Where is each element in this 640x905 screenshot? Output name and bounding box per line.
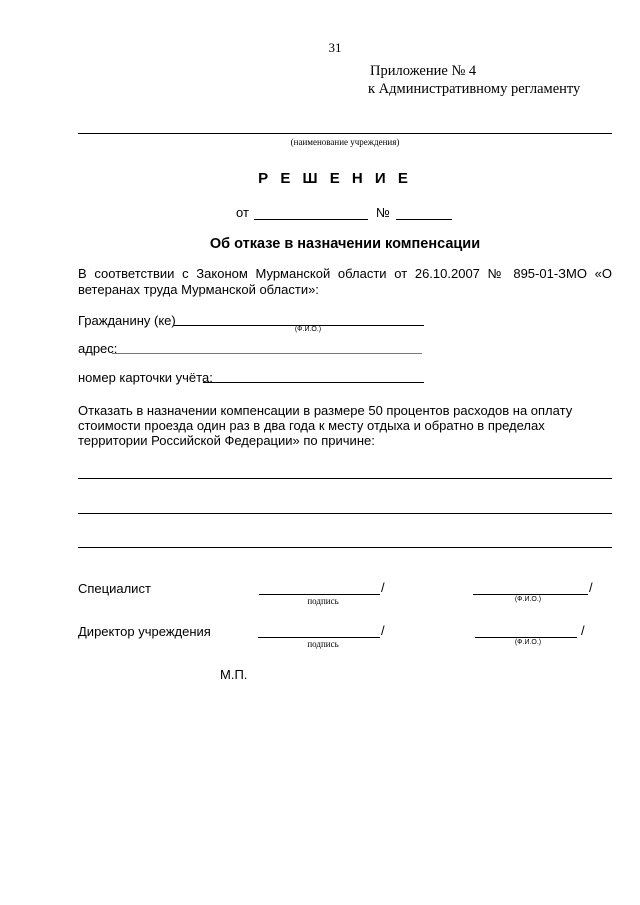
director-signature-line: [258, 637, 380, 638]
specialist-signature-slash: /: [381, 580, 385, 595]
document-title: Р Е Ш Е Н И Е: [258, 170, 412, 187]
number-label: №: [376, 205, 390, 220]
director-label: Директор учреждения: [78, 624, 211, 639]
address-field: [78, 341, 438, 361]
specialist-fio-slash: /: [589, 580, 593, 595]
card-number-field: [78, 370, 438, 390]
card-number-label: номер карточки учёта:: [78, 370, 213, 385]
intro-paragraph: В соответствии с Законом Мурманской области от 26.10.2007 № 895-01-ЗМО «О ветеранах труда Мурманской области»:: [78, 266, 612, 297]
director-fio-caption: (Ф.И.О.): [514, 639, 542, 646]
citizen-fio-caption: (Ф.И.О.): [294, 326, 322, 333]
date-field-line: [254, 219, 368, 220]
director-signature-caption: подпись: [307, 639, 339, 649]
appendix-line-2: к Административному регламенту: [368, 81, 581, 97]
reason-line-1: [78, 478, 612, 479]
date-number-line: [236, 205, 466, 225]
institution-caption: (наименование учреждения): [290, 137, 400, 147]
specialist-fio-line: [473, 594, 588, 595]
citizen-field: [78, 313, 438, 343]
page-number: 31: [328, 40, 342, 55]
reason-line-2: [78, 513, 612, 514]
specialist-signature-line: [259, 594, 380, 595]
stamp-label: М.П.: [220, 667, 248, 682]
specialist-label: Специалист: [78, 581, 151, 596]
citizen-label: Гражданину (ке): [78, 313, 176, 328]
specialist-signature-caption: подпись: [307, 596, 339, 606]
director-fio-line: [475, 637, 577, 638]
specialist-row: [78, 581, 612, 611]
date-label: от: [236, 205, 249, 220]
director-row: [78, 624, 612, 654]
number-field-line: [396, 219, 452, 220]
appendix-line-1: Приложение № 4: [370, 63, 477, 79]
director-fio-slash: /: [581, 623, 585, 638]
reason-line-3: [78, 547, 612, 548]
appendix-header: [370, 62, 580, 98]
card-number-field-line: [203, 382, 424, 383]
document-subtitle: Об отказе в назначении компенсации: [209, 236, 481, 252]
director-signature-slash: /: [381, 623, 385, 638]
institution-line: [78, 133, 612, 134]
refusal-paragraph: Отказать в назначении компенсации в размере 50 процентов расходов на оплату стоимости проезда один раз в два года к месту отдыха и обратно в пределах территории Российской Федерации» по причине:: [78, 403, 573, 448]
address-label: адрес:: [78, 341, 118, 356]
address-field-line: [112, 353, 422, 354]
specialist-fio-caption: (Ф.И.О.): [514, 596, 542, 603]
